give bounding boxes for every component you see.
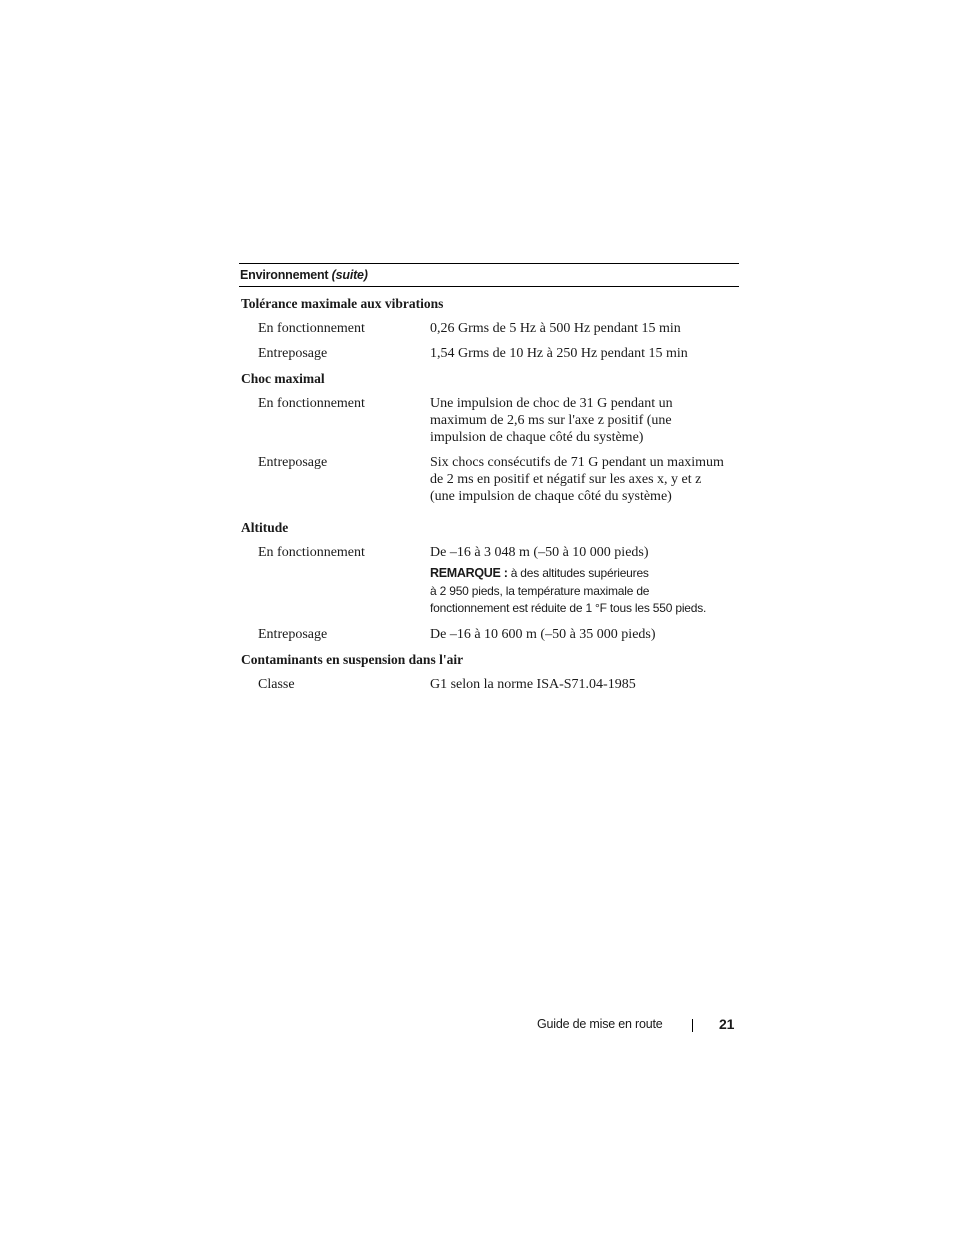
row-value: G1 selon la norme ISA-S71.04-1985	[430, 676, 636, 692]
row-label: Entreposage	[258, 626, 328, 642]
row-value: 0,26 Grms de 5 Hz à 500 Hz pendant 15 min	[430, 321, 681, 336]
section-title-shock: Choc maximal	[241, 371, 325, 386]
row-value	[411, 544, 739, 618]
table-header	[239, 263, 739, 287]
table-header-title: Environnement	[240, 268, 329, 282]
table-row	[239, 626, 739, 643]
value-line: De –16 à 3 048 m (–50 à 10 000 pieds)	[430, 545, 649, 560]
value-line: Six chocs consécutifs de 71 G pendant un maximum	[430, 455, 724, 470]
footer-separator	[692, 1019, 693, 1032]
value-line: Une impulsion de choc de 31 G pendant un	[430, 396, 673, 411]
row-label: En fonctionnement	[258, 321, 365, 336]
section-title-vibration: Tolérance maximale aux vibrations	[241, 296, 444, 311]
table-row	[239, 395, 739, 446]
row-label: Entreposage	[258, 346, 328, 361]
row-value	[411, 395, 739, 446]
note-line: à 2 950 pieds, la température maximale de	[430, 583, 650, 598]
table-row	[239, 320, 739, 337]
value-line: de 2 ms en positif et négatif sur les axes x, y et z	[430, 472, 702, 487]
remark-keyword: REMARQUE :	[430, 566, 508, 580]
environment-spec-table	[239, 263, 739, 693]
value-line: impulsion de chaque côté du système)	[430, 430, 644, 445]
section-title-altitude: Altitude	[241, 520, 289, 535]
row-label: En fonctionnement	[258, 396, 365, 411]
table-row	[239, 345, 739, 362]
value-line: maximum de 2,6 ms sur l'axe z positif (une	[430, 413, 672, 428]
row-value: De –16 à 10 600 m (–50 à 35 000 pieds)	[430, 626, 656, 642]
page-footer	[537, 1015, 735, 1033]
note-line: à des altitudes supérieures	[510, 566, 649, 580]
section-title-contaminants: Contaminants en suspension dans l'air	[241, 651, 464, 667]
page-number: 21	[719, 1016, 735, 1032]
row-label: Classe	[258, 676, 295, 692]
table-row	[239, 676, 739, 693]
row-value: 1,54 Grms de 10 Hz à 250 Hz pendant 15 min	[430, 346, 688, 361]
row-value	[411, 454, 739, 505]
footer-title: Guide de mise en route	[537, 1017, 663, 1031]
note-line: fonctionnement est réduite de 1 °F tous les 550 pieds.	[430, 601, 707, 615]
row-label: En fonctionnement	[258, 545, 365, 560]
remark-note	[430, 565, 739, 618]
table-header-suffix: (suite)	[331, 268, 368, 282]
value-line: (une impulsion de chaque côté du système)	[430, 489, 672, 504]
table-row	[239, 454, 739, 505]
row-label: Entreposage	[258, 455, 328, 470]
table-row	[239, 544, 739, 618]
